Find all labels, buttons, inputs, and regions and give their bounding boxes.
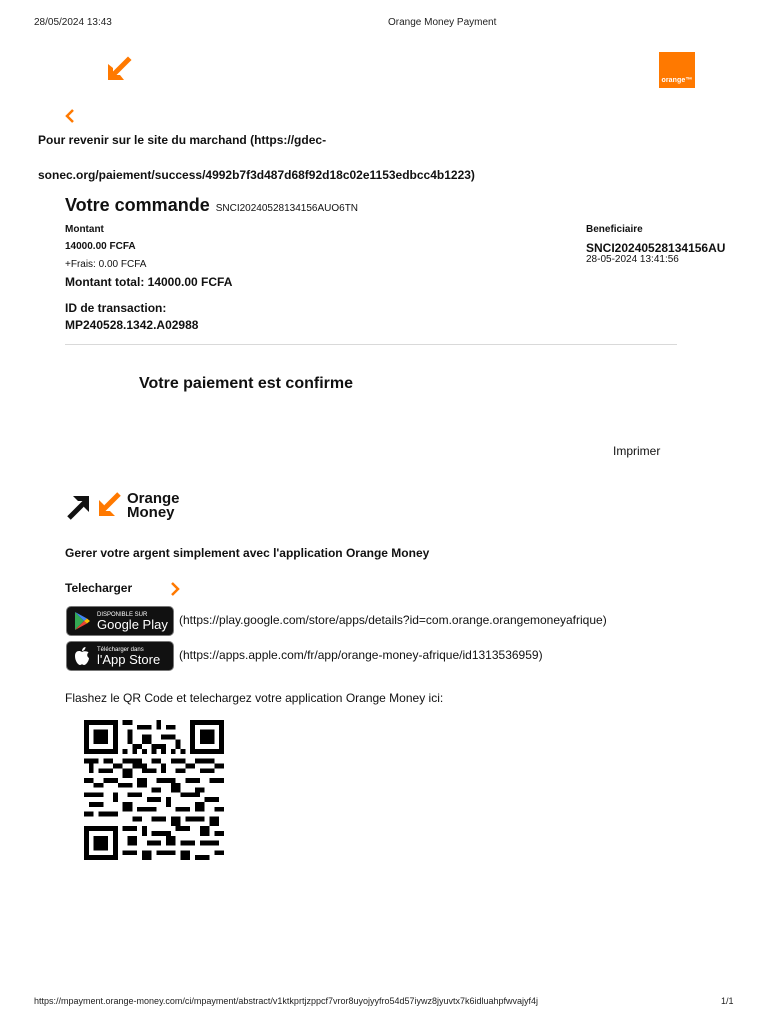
back-to-merchant-link-line1[interactable]: Pour revenir sur le site du marchand (https://gdec-	[38, 133, 327, 147]
orange-money-logo	[65, 491, 180, 521]
divider	[65, 344, 677, 345]
google-play-icon	[73, 611, 91, 631]
google-badge-small: DISPONIBLE SUR	[97, 611, 148, 618]
payment-confirmed-message: Votre paiement est confirme	[139, 375, 353, 392]
order-heading	[65, 195, 358, 216]
print-title: Orange Money Payment	[388, 17, 497, 28]
order-code: SNCI20240528134156AUO6TN	[215, 203, 359, 214]
order-title: Votre commande	[65, 195, 210, 215]
apple-icon	[73, 646, 91, 666]
download-label: Telecharger	[65, 581, 133, 595]
chevron-left-icon[interactable]	[64, 108, 76, 124]
app-store-link[interactable]: (https://apps.apple.com/fr/app/orange-money-afrique/id1313536959)	[179, 648, 543, 662]
fees-value: +Frais: 0.00 FCFA	[65, 259, 147, 270]
transaction-label: ID de transaction:	[65, 301, 167, 315]
print-footer-page: 1/1	[721, 996, 734, 1006]
app-tagline: Gerer votre argent simplement avec l'application Orange Money	[65, 546, 430, 560]
apple-badge-small: Télécharger dans	[97, 646, 144, 653]
orange-money-arrows-icon	[65, 491, 123, 521]
google-badge-big: Google Play	[97, 616, 168, 632]
orange-logo-text: orange™	[661, 77, 693, 84]
apple-badge-big: l'App Store	[97, 651, 161, 667]
beneficiary-label: Beneficiaire	[586, 224, 643, 235]
back-to-merchant-link-line2[interactable]: sonec.org/paiement/success/4992b7f3d487d68f92d18c02e1153edbcc4b1223)	[38, 168, 475, 182]
beneficiary-date: 28-05-2024 13:41:56	[586, 254, 679, 265]
transaction-id: MP240528.1342.A02988	[65, 318, 199, 332]
google-play-badge[interactable]	[66, 606, 174, 636]
app-store-badge[interactable]	[66, 641, 174, 671]
print-footer-url: https://mpayment.orange-money.com/ci/mpayment/abstract/v1ktkprtjzppcf7vror8uyojyyfro54d57iywz8jyuvtx7k6idluahpfwvajyf4j	[34, 996, 539, 1006]
amount-label: Montant	[65, 224, 104, 235]
qr-code	[80, 720, 228, 860]
orange-money-logo-line1: Orange	[127, 489, 180, 507]
orange-logo	[659, 52, 695, 88]
qr-caption: Flashez le QR Code et telechargez votre application Orange Money ici:	[65, 691, 444, 705]
print-datetime: 28/05/2024 13:43	[34, 17, 112, 28]
print-button[interactable]: Imprimer	[613, 444, 661, 458]
chevron-right-icon[interactable]	[169, 581, 181, 597]
total-amount: Montant total: 14000.00 FCFA	[65, 275, 233, 289]
amount-value: 14000.00 FCFA	[65, 241, 136, 252]
orange-money-logo-line2: Money	[127, 504, 175, 521]
arrow-down-left-icon	[104, 56, 132, 84]
google-play-link[interactable]: (https://play.google.com/store/apps/details?id=com.orange.orangemoneyafrique)	[179, 613, 607, 627]
beneficiary-value: SNCI20240528134156AU	[586, 241, 726, 255]
